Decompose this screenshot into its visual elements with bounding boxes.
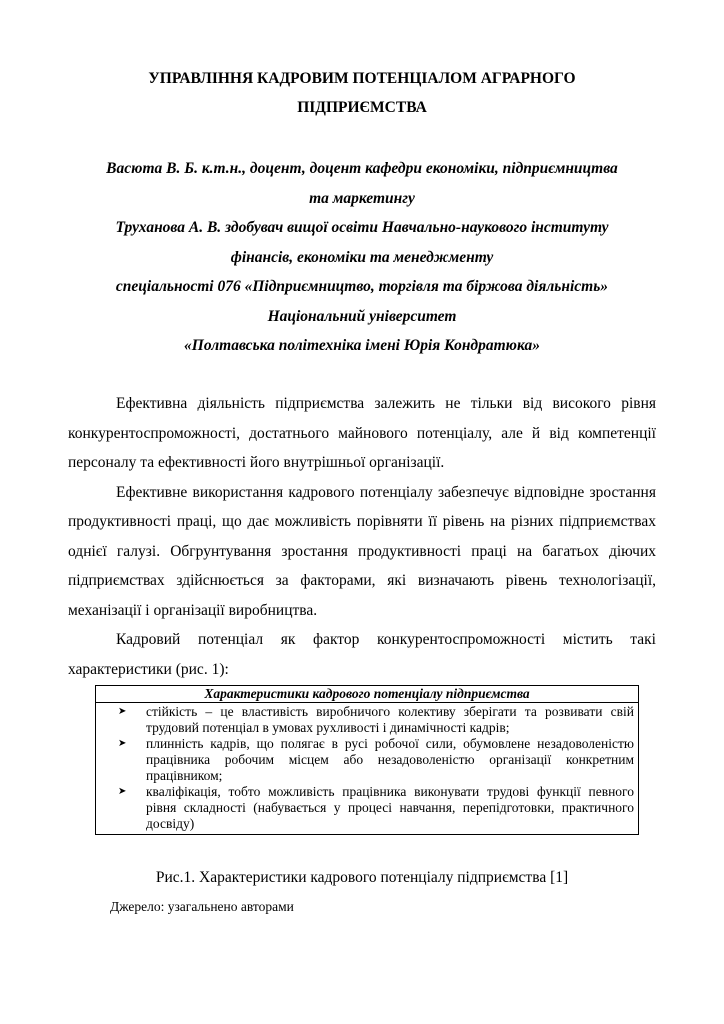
figure-caption: Рис.1. Характеристики кадрового потенціалу підприємства [1]: [155, 869, 569, 886]
author-line: Труханова А. В. здобувач вищої освіти Навчально-наукового інституту: [115, 219, 609, 236]
paragraph: Ефективне використання кадрового потенціалу забезпечує відповідне зростання продуктивності праці, що дає можливість порівняти її рівень на різних підприємствах однієї галузі. Обгрунтування зростання продуктивності праці на багатьох діючих підприємствах здійснюється за факторами, які визначають рівень технологізації, механізації і організації виробництва.: [68, 483, 656, 619]
figure-header: Характеристики кадрового потенціалу підприємства: [96, 686, 638, 703]
paper-title: [70, 64, 654, 122]
list-item: [96, 784, 634, 832]
author-line: «Полтавська політехніка імені Юрія Кондратюка»: [184, 337, 540, 354]
paragraph: Кадровий потенціал як фактор конкурентоспроможності містить такі характеристики (рис. 1):: [68, 631, 656, 678]
list-item-text: кваліфікація, тобто можливість працівника виконувати трудові функції певного рівня складності (набувається у процесі навчання, перепідготовки, практичного досвіду): [146, 784, 634, 831]
author-line: та маркетингу: [309, 189, 415, 207]
arrow-bullet-icon: ➤: [118, 786, 127, 797]
body-text: [68, 389, 656, 684]
arrow-bullet-icon: ➤: [118, 738, 127, 749]
list-item: [96, 736, 634, 784]
authors-block: [60, 154, 664, 361]
title-line-1: УПРАВЛІННЯ КАДРОВИМ ПОТЕНЦІАЛОМ АГРАРНОГО: [148, 70, 576, 87]
arrow-bullet-icon: ➤: [118, 706, 127, 717]
list-item-text: плинність кадрів, що полягає в русі робочої сили, обумовлене незадоволеністю працівника робочим місцем або незадоволеністю організації конкретним працівником;: [146, 736, 634, 783]
author-line: фінансів, економіки та менеджменту: [230, 248, 494, 266]
author-line: Васюта В. Б. к.т.н., доцент, доцент кафедри економіки, підприємництва: [106, 160, 618, 177]
list-item-text: стійкість – це властивість виробничого колективу зберігати та розвивати свій трудовий потенціал в умовах рухливості і динамічності кадрів;: [146, 704, 634, 735]
author-line: спеціальності 076 «Підприємництво, торгівля та біржова діяльність»: [115, 278, 609, 295]
figure-box: [95, 685, 639, 835]
figure-list: [96, 703, 638, 834]
title-line-2: ПІДПРИЄМСТВА: [297, 99, 427, 116]
paragraph: Ефективна діяльність підприємства залежить не тільки від високого рівня конкурентоспроможності, достатнього майнового потенціалу, але й від компетенції персоналу та ефективності його внутрішньої організації.: [68, 395, 656, 471]
list-item: [96, 704, 634, 736]
author-line: Національний університет: [267, 307, 457, 325]
figure-source: Джерело: узагальнено авторами: [110, 899, 294, 914]
